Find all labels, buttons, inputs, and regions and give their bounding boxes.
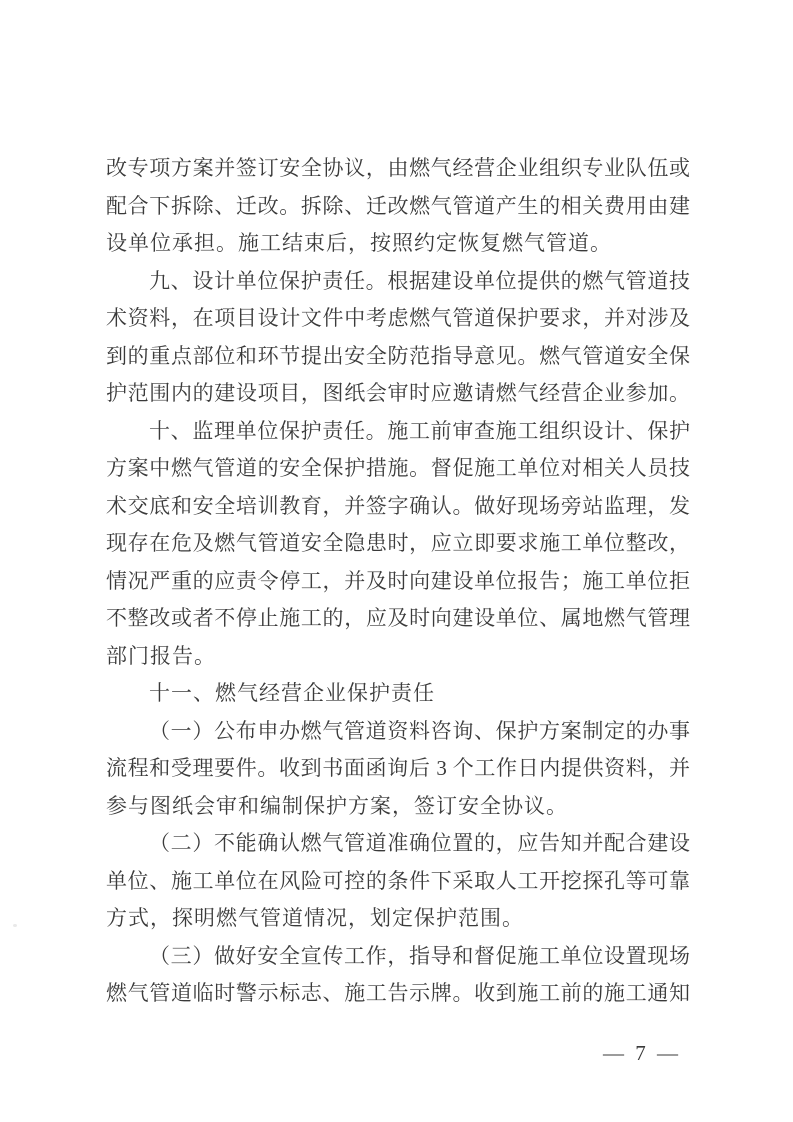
page-number: — 7 —	[603, 1041, 681, 1065]
text-line: 十、监理单位保护责任。施工前审查施工组织设计、保护	[149, 418, 690, 443]
text-line: 改专项方案并签订安全协议，由燃气经营企业组织专业队伍或	[106, 156, 690, 180]
text-line: 流程和受理要件。收到书面函询后 3 个工作日内提供资料，并	[106, 756, 690, 780]
text-line: 情况严重的应责令停工，并及时向建设单位报告；施工单位拒	[106, 568, 690, 593]
text-line: 单位、施工单位在风险可控的条件下采取人工开挖探孔等可靠	[106, 868, 690, 893]
text-line: （三）做好安全宣传工作，指导和督促施工单位设置现场	[149, 943, 690, 968]
text-line: 九、设计单位保护责任。根据建设单位提供的燃气管道技	[149, 268, 690, 293]
text-line: 设单位承担。施工结束后，按照约定恢复燃气管道。	[106, 231, 612, 255]
text-line: 方式，探明燃气管道情况，划定保护范围。	[106, 906, 524, 930]
scan-artifact-speck	[13, 924, 17, 927]
text-line: 燃气管道临时警示标志、施工告示牌。收到施工前的施工通知	[106, 981, 690, 1005]
text-line: 方案中燃气管道的安全保护措施。督促施工单位对相关人员技	[106, 456, 690, 480]
text-line: 到的重点部位和环节提出安全防范指导意见。燃气管道安全保	[106, 343, 690, 368]
text-line: 部门报告。	[106, 643, 216, 668]
document-text-block	[106, 150, 690, 1013]
text-line: 现存在危及燃气管道安全隐患时，应立即要求施工单位整改，	[106, 531, 690, 555]
text-line: （二）不能确认燃气管道准确位置的，应告知并配合建设	[149, 831, 690, 855]
text-line: 护范围内的建设项目，图纸会审时应邀请燃气经营企业参加。	[106, 381, 690, 405]
text-line: 不整改或者不停止施工的，应及时向建设单位、属地燃气管理	[106, 606, 690, 630]
text-line: 术资料，在项目设计文件中考虑燃气管道保护要求，并对涉及	[106, 306, 690, 330]
text-line: 十一、燃气经营企业保护责任	[149, 681, 435, 705]
text-line: 术交底和安全培训教育，并签字确认。做好现场旁站监理，发	[106, 493, 690, 518]
text-line: 配合下拆除、迁改。拆除、迁改燃气管道产生的相关费用由建	[106, 193, 690, 218]
text-line: 参与图纸会审和编制保护方案，签订安全协议。	[106, 793, 568, 818]
text-line: （一）公布申办燃气管道资料咨询、保护方案制定的办事	[149, 718, 690, 743]
